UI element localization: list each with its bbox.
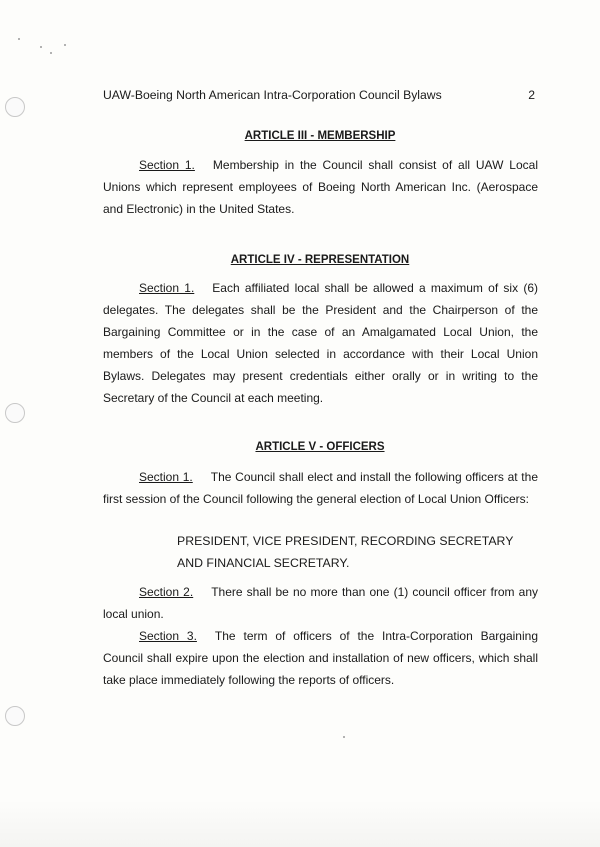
article-v-section-2: [103, 581, 538, 625]
officer-list: [177, 530, 513, 574]
page-bottom-shade: [0, 800, 600, 847]
section-text: The term of officers of the Intra-Corporation Bargaining Council shall expire upon the election and installation of new officers, which shall take place immediately following the reports of officers.: [103, 629, 538, 687]
section-label: Section 2.: [139, 585, 194, 599]
scan-speck: [343, 736, 345, 738]
article-v-section-1: [103, 466, 538, 510]
section-text: Each affiliated local shall be allowed a maximum of six (6) delegates. The delegates shall be the President and the Chairperson of the Bargaining Committee or in the case of an Amalgamated Local Union, the members of the Local Union selected in accordance with their Local Union Bylaws. Delegates may present credentials either orally or in writing to the Secretary of the Council at each meeting.: [103, 281, 538, 405]
section-label: Section 3.: [139, 629, 197, 643]
scan-speck: [40, 46, 42, 48]
section-label: Section 1.: [139, 158, 195, 172]
section-text: Membership in the Council shall consist of all UAW Local Unions which represent employees of Boeing North American Inc. (Aerospace and Electronic) in the United States.: [103, 158, 538, 216]
punch-hole-middle: [5, 403, 25, 423]
page-number: 2: [528, 88, 535, 102]
running-header: [103, 88, 535, 102]
article-iii-section-1: [103, 154, 538, 220]
article-iv-section-1: [103, 277, 538, 409]
scan-speck: [64, 44, 66, 46]
punch-hole-top: [5, 97, 25, 117]
article-v-heading: ARTICLE V - OFFICERS: [255, 441, 385, 453]
article-iv-heading: ARTICLE IV - REPRESENTATION: [230, 254, 410, 266]
scan-speck: [50, 52, 52, 54]
document-title: UAW-Boeing North American Intra-Corporation Council Bylaws: [103, 88, 442, 102]
officer-list-line-2: AND FINANCIAL SECRETARY.: [177, 556, 350, 570]
scan-speck: [18, 38, 20, 40]
article-iii-heading: ARTICLE III - MEMBERSHIP: [244, 130, 396, 142]
section-label: Section 1.: [139, 281, 195, 295]
section-text: There shall be no more than one (1) council officer from any local union.: [103, 585, 538, 621]
section-text: The Council shall elect and install the following officers at the first session of the Council following the general election of Local Union Officers:: [103, 470, 538, 506]
officer-list-line-1: PRESIDENT, VICE PRESIDENT, RECORDING SECRETARY: [177, 534, 514, 548]
article-v-section-3: [103, 625, 538, 691]
section-label: Section 1.: [139, 470, 193, 484]
punch-hole-bottom: [5, 706, 25, 726]
